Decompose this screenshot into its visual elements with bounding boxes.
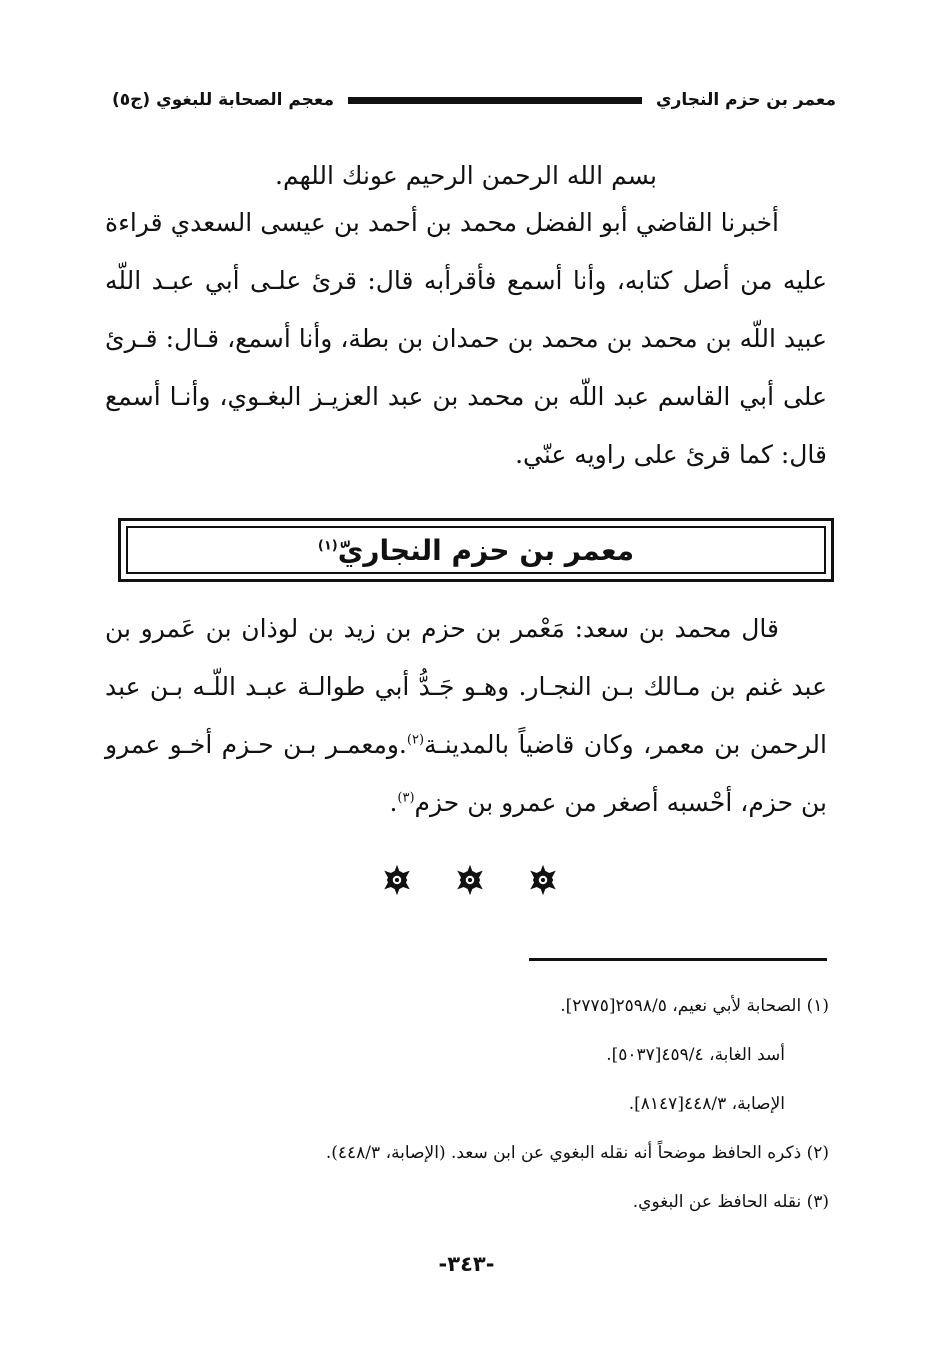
eight-point-star-icon: [453, 863, 487, 897]
footnote-3: (٣) نقله الحافظ عن البغوي.: [632, 1192, 829, 1212]
footnote-ref-3: (٣): [397, 790, 415, 806]
isnad-paragraph: [105, 194, 827, 484]
entry-title: [318, 534, 634, 567]
bio-text-part1: قال محمد بن سعد: مَعْمر بن حزم بن زيد بن لوذان بن عَمرو بن عبد غنم بن مـالك بـن النجـار. وهـو جَـدُّ أبي طوالـة عبـد اللّـه بـن عبد الرحمن بن معمر، وكان قاضياً بالمدينـة: [105, 614, 827, 759]
basmala-line: بسم الله الرحمن الرحيم عونك اللهم.: [275, 161, 657, 190]
footnotes: [101, 982, 829, 1227]
entry-title-frame: [118, 518, 834, 582]
header-book-title: معجم الصحابة للبغوي (ج٥): [112, 90, 335, 110]
isnad-text: أخبرنا القاضي أبو الفضل محمد بن أحمد بن عيسى السعدي قراءة عليه من أصل كتابه، وأنا أسمع فأقرأبه قال: قرئ علـى أبي عبـد اللّه عبيد اللّه بن محمد بن محمد بن حمدان بن بطة، وأنا أسمع، قـال: قـرئ على أبي القاسم عبد اللّه بن محمد بن عبد العزيـز البغـوي، وأنـا أسمع قال: كما قرئ على راويه عنّي.: [105, 208, 827, 469]
running-header: [112, 86, 836, 114]
bio-text-end: .: [389, 788, 398, 817]
biography-paragraph: [105, 600, 827, 832]
eight-point-star-icon: [526, 863, 560, 897]
header-rule: [348, 97, 642, 104]
entry-title-text: معمر بن حزم النجاريّ: [337, 533, 635, 567]
bio-text-part2: .ومعمـر بـن حـزم أخـو عمرو بن حزم، أحْسبه أصغر من عمرو بن حزم: [105, 730, 827, 817]
header-entry-name: معمر بن حزم النجاري: [656, 90, 836, 110]
page-number: -٣٤٣-: [438, 1252, 495, 1276]
section-ornament: [380, 860, 560, 900]
footnote-1-line-2: أسد الغابة، ٤٥٩/٤[٥٠٣٧].: [606, 1045, 785, 1065]
eight-point-star-icon: [380, 863, 414, 897]
footnote-1: (١) الصحابة لأبي نعيم، ٢٥٩٨/٥[٢٧٧٥].: [560, 996, 829, 1016]
footnote-ref-2: (٢): [406, 732, 425, 748]
footnote-2: (٢) ذكره الحافظ موضحاً أنه نقله البغوي عن ابن سعد. (الإصابة، ٤٤٨/٣).: [325, 1143, 829, 1163]
footnote-1-line-3: الإصابة، ٤٤٨/٣[٨١٤٧].: [628, 1094, 785, 1114]
entry-title-inner-frame: [126, 526, 826, 574]
footnote-separator: [529, 958, 827, 961]
footnote-ref-1: (١): [317, 538, 338, 554]
